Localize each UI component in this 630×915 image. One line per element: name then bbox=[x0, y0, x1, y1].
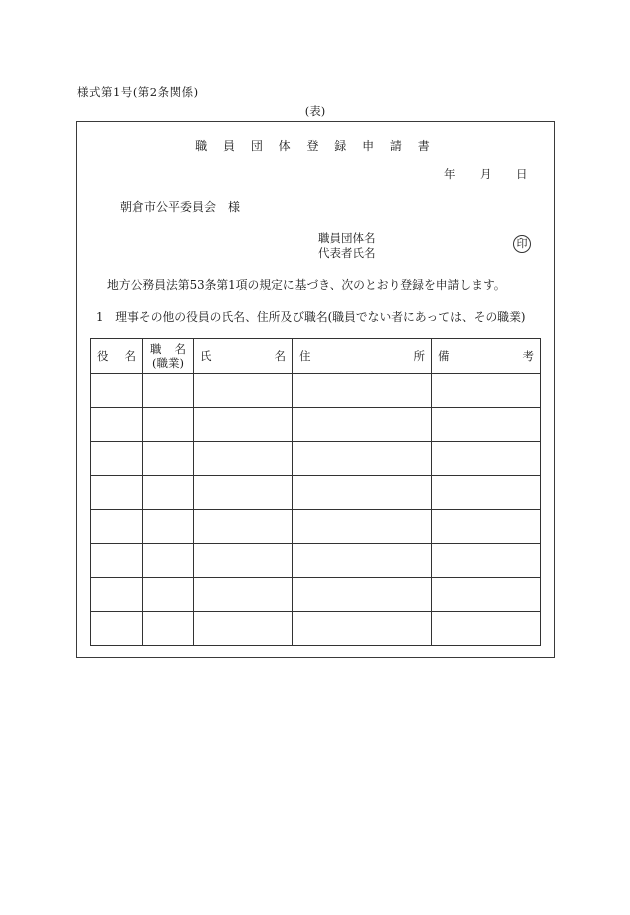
application-statement: 地方公務員法第53条第1項の規定に基づき、次のとおり登録を申請します。 bbox=[107, 278, 506, 292]
name-cell bbox=[194, 408, 293, 442]
representative-label: 代表者氏名 bbox=[318, 246, 376, 260]
table-row bbox=[91, 544, 541, 578]
name-cell bbox=[194, 544, 293, 578]
name-cell bbox=[194, 578, 293, 612]
document-title: 職 員 団 体 登 録 申 請 書 bbox=[195, 139, 436, 153]
table-row bbox=[91, 374, 541, 408]
seal-mark: 印 bbox=[513, 235, 531, 253]
address-cell bbox=[293, 374, 432, 408]
role-cell bbox=[91, 544, 143, 578]
remarks-cell bbox=[432, 476, 541, 510]
table-row bbox=[91, 510, 541, 544]
job-cell bbox=[143, 510, 194, 544]
name-cell bbox=[194, 442, 293, 476]
address-cell bbox=[293, 442, 432, 476]
column-header-role-char2: 名 bbox=[124, 349, 136, 363]
job-cell bbox=[143, 408, 194, 442]
form-number-label: 様式第1号(第2条関係) bbox=[77, 85, 199, 99]
address-cell bbox=[293, 578, 432, 612]
date-day-label: 日 bbox=[516, 167, 528, 181]
item1-heading: 1 理事その他の役員の氏名、住所及び職名(職員でない者にあっては、その職業) bbox=[96, 310, 526, 324]
column-header-name-char1: 氏 bbox=[200, 349, 212, 363]
date-month-label: 月 bbox=[480, 167, 492, 181]
column-header-remarks bbox=[432, 339, 541, 374]
address-cell bbox=[293, 476, 432, 510]
table-header-row bbox=[91, 339, 541, 374]
column-header-address-char2: 所 bbox=[413, 349, 425, 363]
job-cell bbox=[143, 578, 194, 612]
name-cell bbox=[194, 374, 293, 408]
name-cell bbox=[194, 612, 293, 646]
remarks-cell bbox=[432, 544, 541, 578]
role-cell bbox=[91, 510, 143, 544]
column-header-job-sub: (職業) bbox=[152, 356, 184, 370]
job-cell bbox=[143, 612, 194, 646]
remarks-cell bbox=[432, 408, 541, 442]
table-row bbox=[91, 408, 541, 442]
name-cell bbox=[194, 476, 293, 510]
remarks-cell bbox=[432, 578, 541, 612]
column-header-role-char1: 役 bbox=[97, 349, 109, 363]
column-header-name-char2: 名 bbox=[274, 349, 286, 363]
role-cell bbox=[91, 476, 143, 510]
officers-table bbox=[90, 338, 541, 646]
address-cell bbox=[293, 408, 432, 442]
name-cell bbox=[194, 510, 293, 544]
role-cell bbox=[91, 578, 143, 612]
remarks-cell bbox=[432, 510, 541, 544]
column-header-address-char1: 住 bbox=[299, 349, 311, 363]
role-cell bbox=[91, 612, 143, 646]
column-header-remarks-char1: 備 bbox=[438, 349, 450, 363]
job-cell bbox=[143, 544, 194, 578]
column-header-remarks-char2: 考 bbox=[522, 349, 534, 363]
address-cell bbox=[293, 612, 432, 646]
column-header-job-char2: 名 bbox=[174, 342, 186, 356]
front-side-label: (表) bbox=[304, 104, 326, 118]
job-cell bbox=[143, 476, 194, 510]
table-row bbox=[91, 578, 541, 612]
column-header-address bbox=[293, 339, 432, 374]
table-row bbox=[91, 476, 541, 510]
remarks-cell bbox=[432, 612, 541, 646]
job-cell bbox=[143, 374, 194, 408]
table-row bbox=[91, 442, 541, 476]
column-header-name bbox=[194, 339, 293, 374]
role-cell bbox=[91, 442, 143, 476]
table-row bbox=[91, 612, 541, 646]
role-cell bbox=[91, 374, 143, 408]
remarks-cell bbox=[432, 374, 541, 408]
org-name-label: 職員団体名 bbox=[318, 231, 376, 245]
column-header-job-char1: 職 bbox=[150, 342, 162, 356]
remarks-cell bbox=[432, 442, 541, 476]
date-year-label: 年 bbox=[444, 167, 456, 181]
address-cell bbox=[293, 510, 432, 544]
job-cell bbox=[143, 442, 194, 476]
officers-table-body bbox=[91, 374, 541, 646]
column-header-role bbox=[91, 339, 143, 374]
addressee: 朝倉市公平委員会 様 bbox=[120, 200, 241, 214]
role-cell bbox=[91, 408, 143, 442]
column-header-job bbox=[143, 339, 194, 374]
address-cell bbox=[293, 544, 432, 578]
